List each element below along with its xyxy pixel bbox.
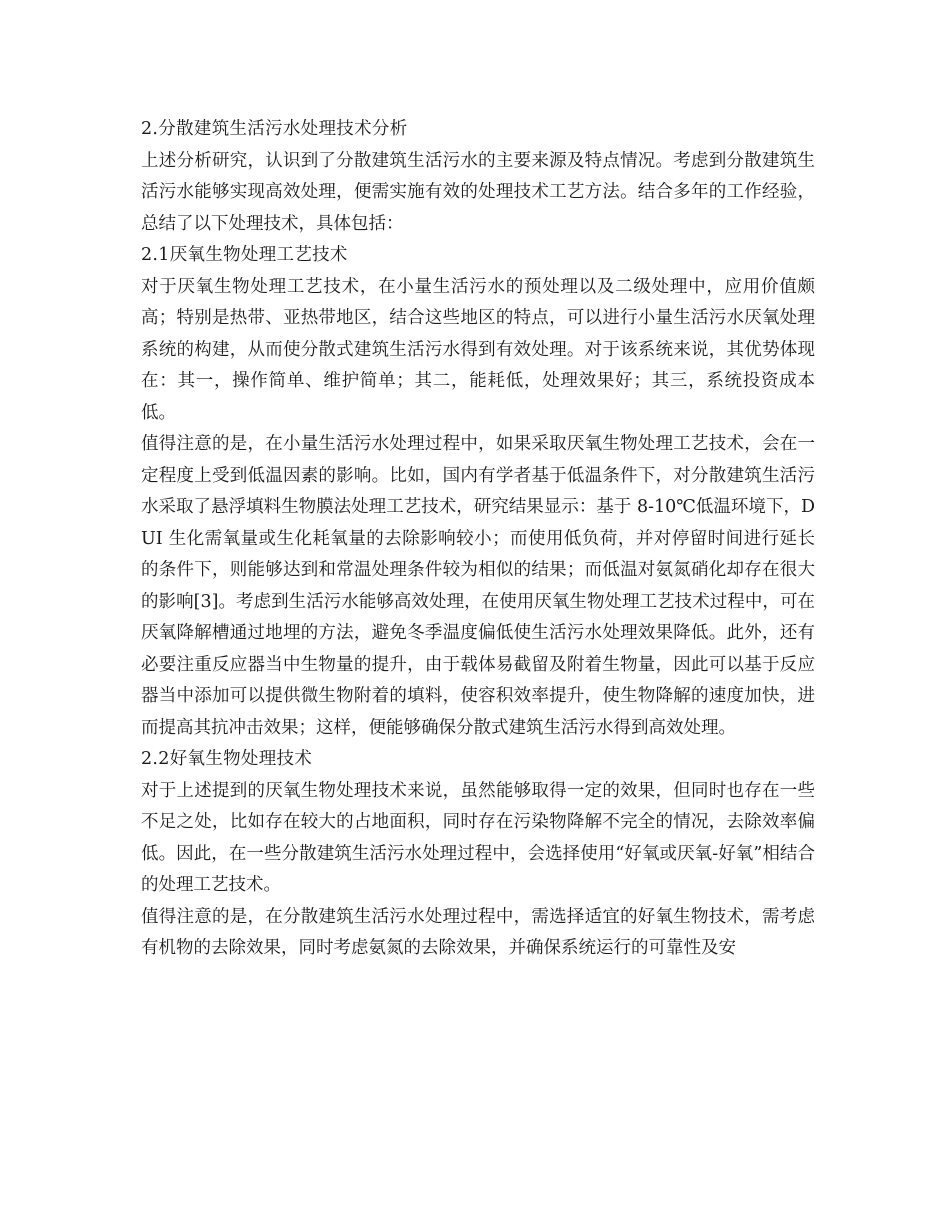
- section-heading: 2.分散建筑生活污水处理技术分析: [141, 119, 408, 139]
- subsection-heading: 2.2好氧生物处理技术: [141, 749, 313, 769]
- body-paragraph: 对于厌氧生物处理工艺技术，在小量生活污水的预处理以及二级处理中，应用价值颇高；特别是热带、亚热带地区，结合这些地区的特点，可以进行小量生活污水厌氧处理系统的构建，从而使分散式建筑生活污水得到有效处理。对于该系统来说，其优势体现在：其一，操作简单、维护简单；其二，能耗低，处理效果好；其三，系统投资成本低。: [141, 276, 815, 423]
- body-paragraph: 上述分析研究，认识到了分散建筑生活污水的主要来源及特点情况。考虑到分散建筑生活污水能够实现高效处理，便需实施有效的处理技术工艺方法。结合多年的工作经验，总结了以下处理技术，具体包括：: [141, 150, 815, 234]
- subsection-heading: 2.1厌氧生物处理工艺技术: [141, 245, 348, 265]
- body-paragraph: 值得注意的是，在分散建筑生活污水处理过程中，需选择适宜的好氧生物技术，需考虑有机物的去除效果，同时考虑氨氮的去除效果，并确保系统运行的可靠性及安: [141, 906, 815, 958]
- document-body: [141, 114, 815, 965]
- body-paragraph: 对于上述提到的厌氧生物处理技术来说，虽然能够取得一定的效果，但同时也存在一些不足之处，比如存在较大的占地面积，同时存在污染物降解不完全的情况，去除效率偏低。因此，在一些分散建筑生活污水处理过程中，会选择使用“好氧或厌氧-好氧”相结合的处理工艺技术。: [141, 780, 815, 895]
- body-paragraph: 值得注意的是，在小量生活污水处理过程中，如果采取厌氧生物处理工艺技术，会在一定程度上受到低温因素的影响。比如，国内有学者基于低温条件下，对分散建筑生活污水采取了悬浮填料生物膜法处理工艺技术，研究结果显示：基于 8-10℃低温环境下，DUI 生化需氧量或生化耗氧量的去除影响较小；而使用低负荷，并对停留时间进行延长的条件下，则能够达到和常温处理条件较为相似的结果；而低温对氨氮硝化却存在很大的影响[3]。考虑到生活污水能够高效处理，在使用厌氧生物处理工艺技术过程中，可在厌氧降解槽通过地埋的方法，避免冬季温度偏低使生活污水处理效果降低。此外，还有必要注重反应器当中生物量的提升，由于载体易截留及附着生物量，因此可以基于反应器当中添加可以提供微生物附着的填料，使容积效率提升，使生物降解的速度加快，进而提高其抗冲击效果；这样，便能够确保分散式建筑生活污水得到高效处理。: [141, 434, 815, 738]
